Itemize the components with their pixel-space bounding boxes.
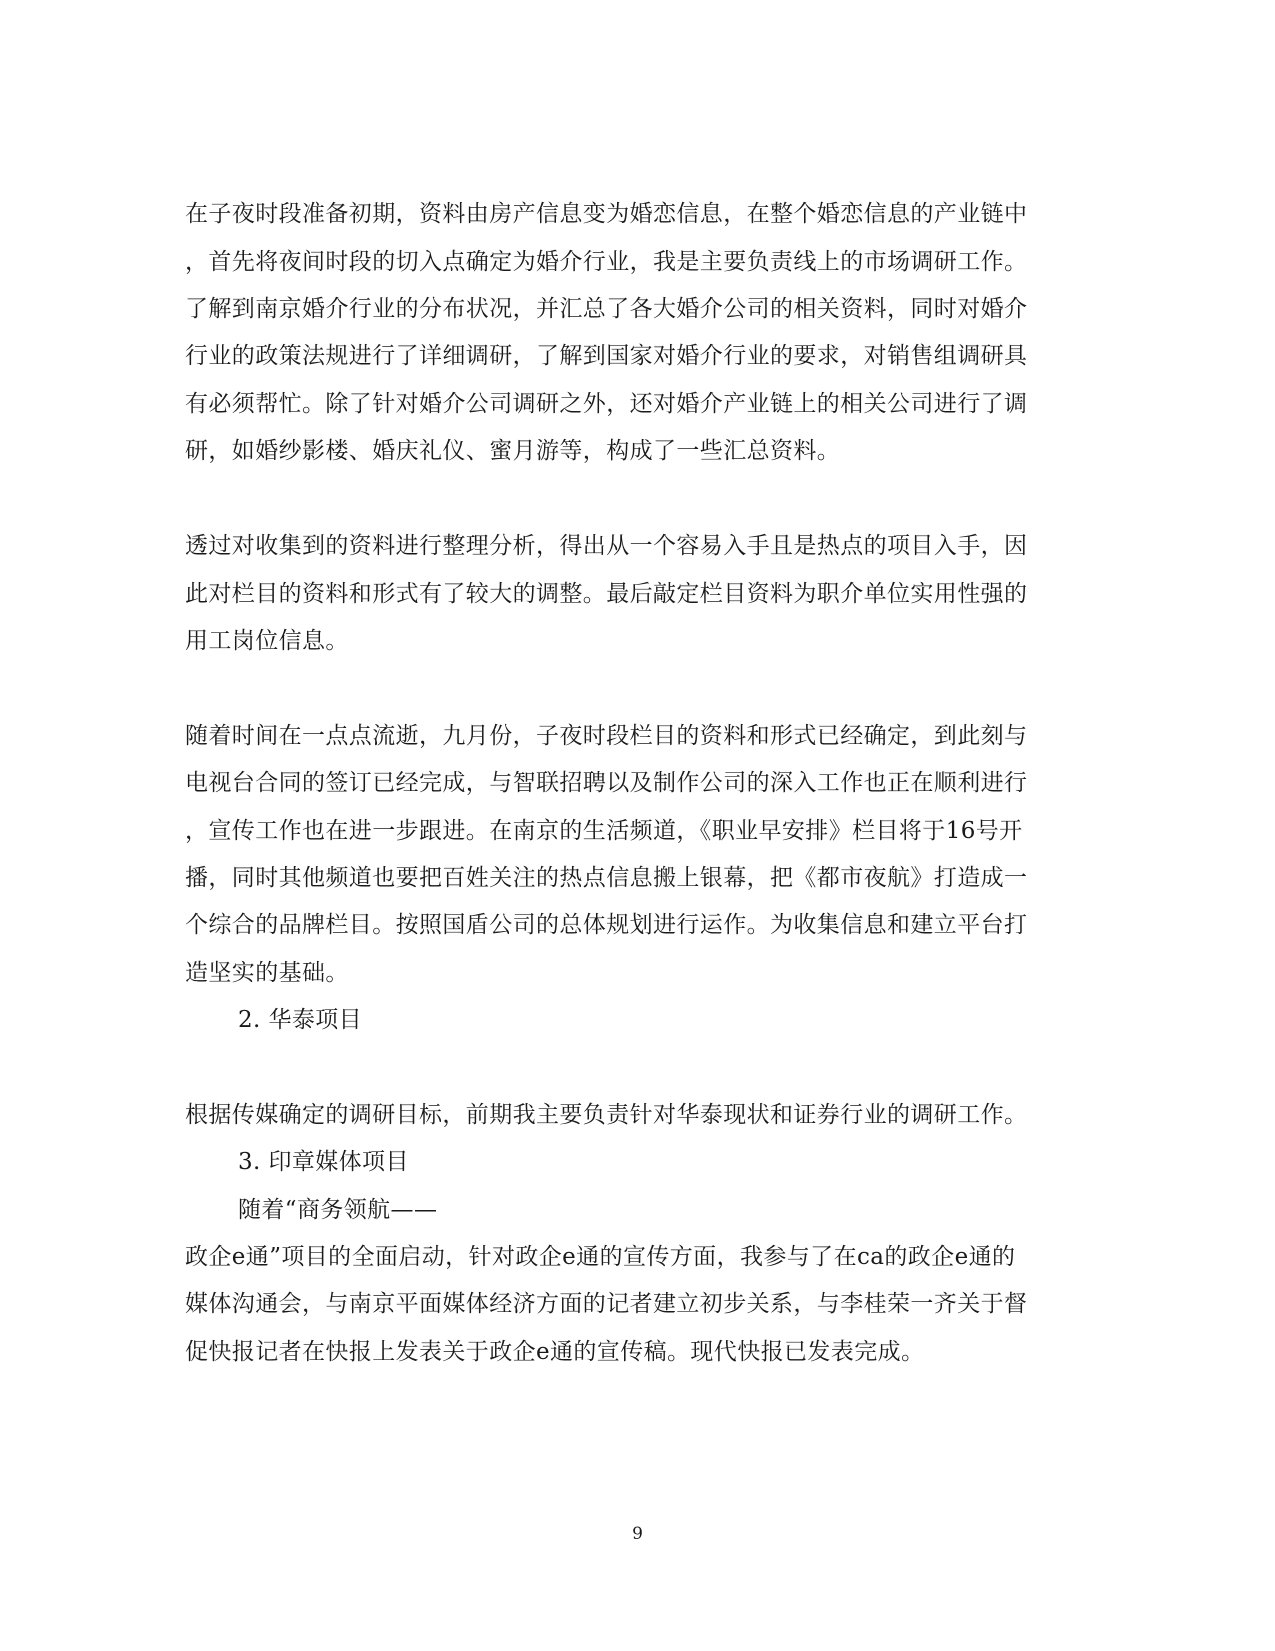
body-text-line: 研，如婚纱影楼、婚庆礼仪、蜜月游等，构成了一些汇总资料。 xyxy=(185,438,841,464)
body-text-line: 在子夜时段准备初期，资料由房产信息变为婚恋信息，在整个婚恋信息的产业链中 xyxy=(185,201,1028,227)
body-text-line: 有必须帮忙。除了针对婚介公司调研之外，还对婚介产业链上的相关公司进行了调 xyxy=(185,391,1028,417)
body-text-line: 政企e通”项目的全面启动，针对政企e通的宣传方面，我参与了在ca的政企e通的 xyxy=(185,1244,1016,1270)
body-text-line: 播，同时其他频道也要把百姓关注的热点信息搬上银幕，把《都市夜航》打造成一 xyxy=(185,865,1028,891)
body-text-line: 行业的政策法规进行了详细调研，了解到国家对婚介行业的要求，对销售组调研具 xyxy=(185,343,1028,369)
body-text-line: 根据传媒确定的调研目标，前期我主要负责针对华泰现状和证券行业的调研工作。 xyxy=(185,1102,1028,1128)
body-text-line: 个综合的品牌栏目。按照国盾公司的总体规划进行运作。为收集信息和建立平台打 xyxy=(185,912,1028,938)
section-heading: 2. 华泰项目 xyxy=(238,1007,363,1033)
body-text-line: 透过对收集到的资料进行整理分析，得出从一个容易入手且是热点的项目入手，因 xyxy=(185,533,1028,559)
body-text-line: 了解到南京婚介行业的分布状况，并汇总了各大婚介公司的相关资料，同时对婚介 xyxy=(185,296,1028,322)
body-text-line: ，宣传工作也在进一步跟进。在南京的生活频道，《职业早安排》栏目将于16号开 xyxy=(185,818,1023,844)
section-heading: 3. 印章媒体项目 xyxy=(238,1149,409,1175)
body-text-line: 电视台合同的签订已经完成，与智联招聘以及制作公司的深入工作也正在顺利进行 xyxy=(185,770,1028,796)
body-text-line: ，首先将夜间时段的切入点确定为婚介行业，我是主要负责线上的市场调研工作。 xyxy=(185,249,1028,275)
body-text-line: 此对栏目的资料和形式有了较大的调整。最后敲定栏目资料为职介单位实用性强的 xyxy=(185,581,1028,607)
body-text-line: 用工岗位信息。 xyxy=(185,628,349,654)
body-text-line: 促快报记者在快报上发表关于政企e通的宣传稿。现代快报已发表完成。 xyxy=(185,1339,925,1365)
body-text-line: 随着“商务领航—— xyxy=(238,1197,438,1223)
body-text-line: 媒体沟通会，与南京平面媒体经济方面的记者建立初步关系，与李桂荣一齐关于督 xyxy=(185,1291,1028,1317)
body-text-line: 随着时间在一点点流逝，九月份，子夜时段栏目的资料和形式已经确定，到此刻与 xyxy=(185,723,1028,749)
page-number: 9 xyxy=(632,1524,643,1544)
body-text-line: 造坚实的基础。 xyxy=(185,960,349,986)
